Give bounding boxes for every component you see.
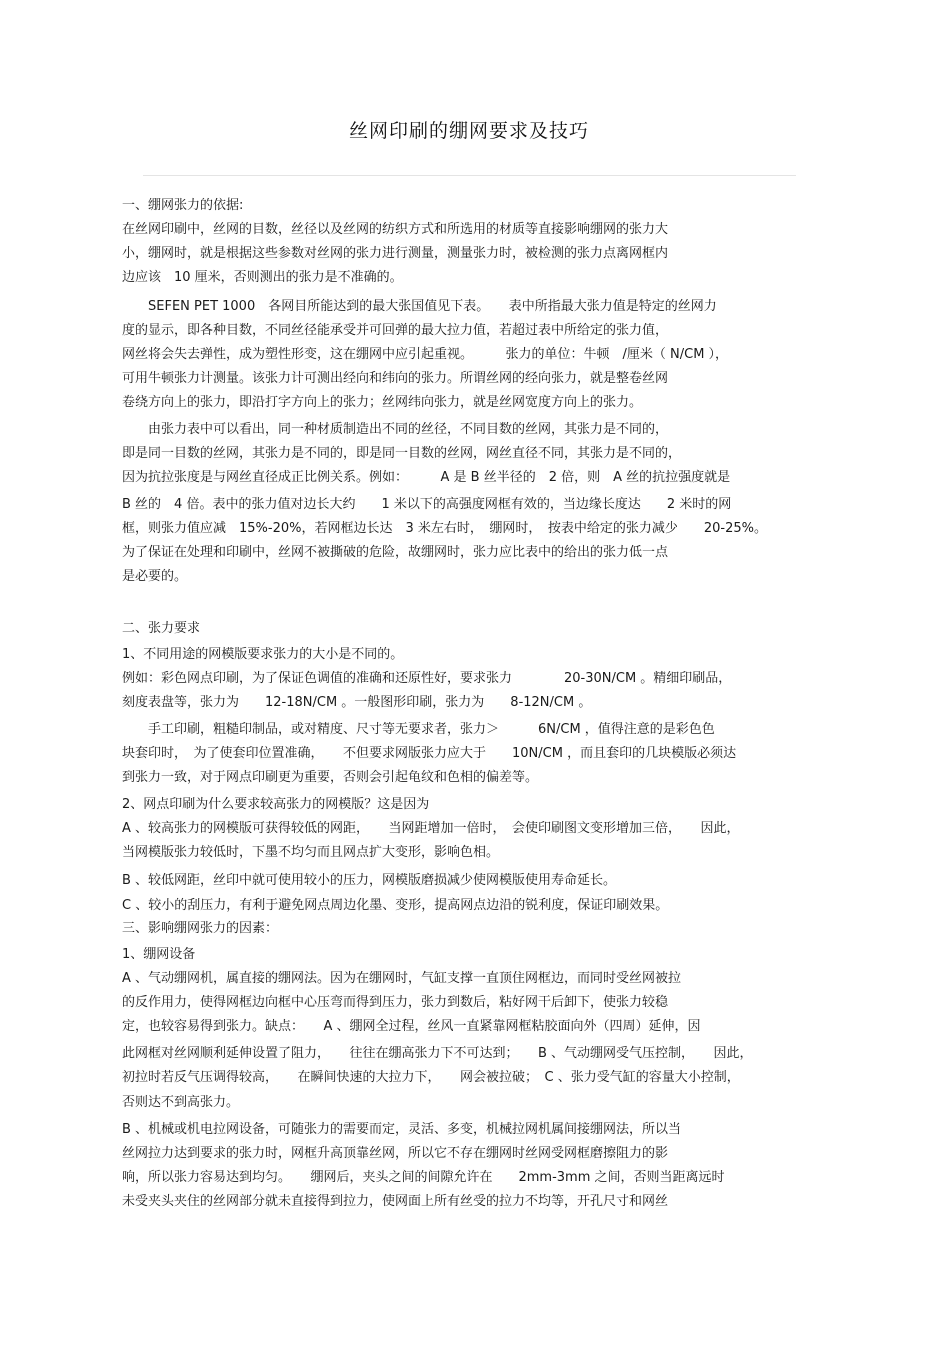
paragraph-line: 丝网拉力达到要求的张力时，网框升高顶靠丝网，所以它不存在绷网时丝网受网框磨擦阻力的影 — [122, 1146, 669, 1161]
paragraph-line: 未受夹头夹住的丝网部分就未直接得到拉力，使网面上所有丝受的拉力不均等，开孔尺寸和网丝 — [122, 1194, 669, 1209]
paragraph-line: A 、较高张力的网模版可获得较低的网距， 当网距增加一倍时， 会使印刷图文变形增加三倍， 因此， — [122, 821, 740, 836]
paragraph-line: 网丝将会失去弹性，成为塑性形变，这在绷网中应引起重视。 张力的单位：牛顿 /厘米（ N/CM ）， — [122, 347, 729, 362]
paragraph-line: A 、气动绷网机，属直接的绷网法。因为在绷网时，气缸支撑一直顶住网框边，而同时受丝网被拉 — [122, 971, 682, 986]
paragraph-line: SEFEN PET 1000 各网目所能达到的最大张国值见下表。 表中所指最大张力值是特定的丝网力 — [122, 299, 717, 314]
paragraph-line: 为了保证在处理和印刷中，丝网不被撕破的危险，故绷网时，张力应比表中的给出的张力低一点 — [122, 545, 669, 560]
paragraph-line: B 丝的 4 倍。表中的张力值对边长大约 1 米以下的高强度网框有效的，当边缘长度达 2 米时的网 — [122, 497, 732, 512]
paragraph-line: 可用牛顿张力计测量。该张力计可测出经向和纬向的张力。所谓丝网的经向张力，就是整卷丝网 — [122, 371, 669, 386]
paragraph-line: 定，也较容易得到张力。缺点： A 、绷网全过程，丝风一直紧靠网框粘胶面向外（四周）延伸，因 — [122, 1019, 701, 1034]
paragraph-line: 当网模版张力较低时，下墨不均匀而且网点扩大变形，影响色相。 — [122, 845, 500, 860]
paragraph-line: 刻度表盘等，张力为 12-18N/CM 。一般图形印刷，张力为 8-12N/CM 。 — [122, 695, 592, 710]
section-heading-3: 三、影响绷网张力的因素： — [122, 921, 279, 936]
paragraph-line: 到张力一致，对于网点印刷更为重要，否则会引起龟纹和色相的偏差等。 — [122, 770, 539, 785]
paragraph-line: B 、较低网距，丝印中就可使用较小的压力，网模版磨损减少使网模版使用寿命延长。 — [122, 873, 617, 888]
paragraph-line: 度的显示，即各种目数，不同丝径能承受并可回弹的最大拉力值，若超过表中所给定的张力值， — [122, 323, 669, 338]
page-title: 丝网印刷的绷网要求及技巧 — [348, 120, 589, 142]
paragraph-line: 2、网点印刷为什么要求较高张力的网模版？这是因为 — [122, 797, 430, 812]
paragraph-line: 块套印时， 为了使套印位置准确， 不但要求网版张力应大于 10N/CM ，而且套印的几块模版必须达 — [122, 746, 737, 761]
paragraph-line: 的反作用力，使得网框边向框中心压弯而得到压力，张力到数后，粘好网干后卸下，使张力较稳 — [122, 995, 669, 1010]
paragraph-line: B 、机械或机电拉网设备，可随张力的需要而定，灵活、多变，机械拉网机属间接绷网法，所以当 — [122, 1122, 682, 1137]
paragraph-line: 小，绷网时，就是根据这些参数对丝网的张力进行测量，测量张力时，被检测的张力点离网框内 — [122, 246, 669, 261]
paragraph-line: C 、较小的刮压力，有利于避免网点周边化墨、变形，提高网点边沿的锐利度，保证印刷效果。 — [122, 898, 669, 913]
paragraph-line: 在丝网印刷中，丝网的目数，丝径以及丝网的纺织方式和所选用的材质等直接影响绷网的张力大 — [122, 222, 669, 237]
paragraph-line: 由张力表中可以看出，同一种材质制造出不同的丝径，不同目数的丝网，其张力是不同的， — [122, 422, 669, 437]
paragraph-line: 初拉时若反气压调得较高， 在瞬间快速的大拉力下， 网会被拉破； C 、张力受气缸的容量大小控制， — [122, 1070, 740, 1085]
paragraph-line: 是必要的。 — [122, 569, 188, 584]
paragraph-line: 响，所以张力容易达到均匀。 绷网后，夹头之间的间隙允许在 2mm-3mm 之间，否则当距离远时 — [122, 1170, 725, 1185]
paragraph-line: 1、绷网设备 — [122, 947, 196, 962]
paragraph-line: 手工印刷，粗糙印制品，或对精度、尺寸等无要求者，张力＞ 6N/CM ，值得注意的是彩色色 — [122, 722, 715, 737]
paragraph-line: 否则达不到高张力。 — [122, 1095, 240, 1110]
paragraph-line: 边应该 10 厘米，否则测出的张力是不准确的。 — [122, 270, 403, 285]
paragraph-line: 1、不同用途的网模版要求张力的大小是不同的。 — [122, 647, 404, 662]
title-divider — [143, 175, 796, 176]
paragraph-line: 例如：彩色网点印刷，为了保证色调值的准确和还原性好，要求张力 20-30N/CM 。精细印刷品， — [122, 671, 732, 686]
paragraph-line: 此网框对丝网顺利延伸设置了阻力， 往往在绷高张力下不可达到； B 、气动绷网受气压控制， 因此， — [122, 1046, 753, 1061]
section-heading-2: 二、张力要求 — [122, 621, 201, 636]
paragraph-line: 即是同一目数的丝网，其张力是不同的，即是同一目数的丝网，网丝直径不同，其张力是不同的， — [122, 446, 682, 461]
paragraph-line: 卷绕方向上的张力，即沿打字方向上的张力；丝网纬向张力，就是丝网宽度方向上的张力。 — [122, 395, 643, 410]
paragraph-line: 框，则张力值应减 15%-20%，若网框边长达 3 米左右时， 绷网时， 按表中给定的张力减少 20-25%。 — [122, 521, 768, 536]
paragraph-line: 因为抗拉张度是与网丝直径成正比例关系。例如： A 是 B 丝半径的 2 倍，则 A 丝的抗拉强度就是 — [122, 470, 731, 485]
section-heading-1: 一、绷网张力的依据: — [122, 198, 244, 213]
